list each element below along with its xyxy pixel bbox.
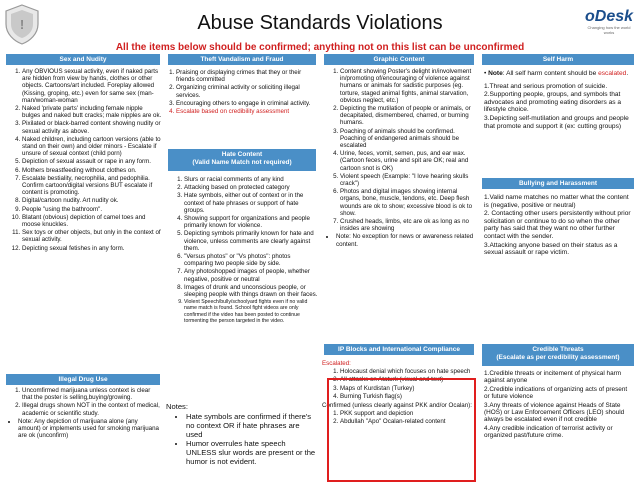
self-harm-note: • Note: All self harm content should be escalated. — [484, 70, 629, 77]
list-item: 2. Illegal drugs shown NOT in the context of medical, academic or scientific study. — [22, 402, 162, 416]
illegal-drug-notes — [4, 418, 162, 440]
brand-logo — [582, 8, 636, 35]
escalated-label: Escalated: — [322, 360, 351, 367]
page-title: Abuse Standards Violations — [197, 12, 443, 34]
list-item: 11. Sex toys or other objects, but only in the context of sexual activity. — [22, 229, 162, 243]
threats-title: Credible Threats — [532, 346, 584, 353]
list-item: 9. People "using the bathroom". — [22, 206, 162, 213]
hate-header — [168, 149, 316, 171]
bullying-section — [484, 194, 634, 318]
list-item: 3. Pixilated or black-barred content showing nudity or sexual activity as above. — [22, 120, 162, 134]
list-item: 3. Maps of Kurdistan (Turkey) — [340, 385, 476, 392]
list-item: 2. All attacks on Ataturk (visual and text) — [340, 376, 476, 383]
list-item: 4. Showing support for organizations and people primarily known for violence. — [184, 215, 318, 229]
list-item: 2.Supporting people, groups, and symbols that advocates and promoting eating disorders as a lifestyle choice. — [484, 91, 622, 114]
list-item: 1. Slurs or racial comments of any kind — [184, 176, 318, 183]
hate-title: Hate Content — [221, 151, 263, 158]
self-harm-header: Self Harm — [482, 54, 634, 65]
list-item: • Note: No exception for news or awareness related content. — [336, 233, 476, 247]
list-item: 5. Depicting symbols primarily known for hate and violence, unless comments are clearly against them. — [184, 230, 318, 252]
theft-header: Theft Vandalism and Fraud — [168, 54, 316, 65]
note-bold: Note — [488, 70, 503, 77]
logo-tagline: Changing how the world works — [587, 25, 631, 35]
list-item: • Hate symbols are confirmed if there's no context OR if hate phrases are used — [186, 412, 318, 439]
confirmed-label: Confirmed (unless clearly against PKK and/or Ocalan): — [322, 402, 472, 410]
notes-title: Notes: — [166, 402, 188, 411]
list-item: 2. Organizing criminal activity or soliciting illegal services. — [176, 84, 318, 98]
list-item: 4. Burning Turkish flag(s) — [340, 393, 476, 400]
list-item: 2. Attacking based on protected category — [184, 184, 318, 191]
list-item: 9. Violent Speech/bully/schoolyard fights even if no valid name match is found. School fight videos are only confirmed if the video has been posted to continue tormenting the person targeted in the video. — [184, 299, 318, 324]
list-item: 7. Crushed heads, limbs, etc are ok as long as no insides are showing — [340, 218, 476, 232]
list-item: 3.Depicting self-mutilation and groups and people that promote and support it (ex: cutting groups) — [484, 114, 629, 130]
list-item: 4. Escalate based on credibility assessment — [176, 108, 318, 115]
list-item: 4.Any credible indication of terrorist activity or organized past/future crime. — [484, 424, 613, 440]
list-item: 1. Uncomfirmed marijuana unless context is clear that the poster is selling,buying/growing. — [22, 387, 162, 401]
threats-subtitle: (Escalate as per credibility assessment) — [496, 354, 620, 361]
list-item: 5. Violent speech (Example: "I love hearing skulls crack") — [340, 173, 476, 187]
list-item: 1. Holocaust denial which focuses on hate speech — [340, 368, 476, 375]
bullying-header: Bullying and Harassment — [482, 178, 634, 189]
list-item: 2. Naked 'private parts' including female nipple bulges and naked butt cracks; male nipples are ok. — [22, 105, 162, 119]
graphic-header: Graphic Content — [324, 54, 474, 65]
hate-notes — [166, 402, 318, 486]
hate-list — [166, 176, 318, 324]
ip-header: IP Blocks and International Compliance — [324, 344, 474, 355]
list-item: 2.Credible indications of organizing acts of present or future violence — [484, 385, 628, 401]
page-subtitle: All the items below should be confirmed; anything not on this list can be unconfirmed — [115, 42, 525, 53]
list-item: 5. Depiction of sexual assault or rape in any form. — [22, 158, 162, 165]
illegal-drug-header: Illegal Drug Use — [6, 374, 160, 385]
list-item: 4. Urine, feces, vomit, semen, pus, and ear wax. (Cartoon feces, urine and spit are OK; real and cartoon snot is OK) — [340, 150, 476, 172]
list-item: 7. Any photoshopped images of people, whether negative, positive or neutral — [184, 268, 318, 282]
list-item: 4. Naked children, including cartoon versions (able to stand on their own) and older minors - Escalate if unsure of sexual context (child porn) — [22, 136, 162, 158]
highlight-box — [327, 378, 476, 482]
list-item: • Note: Any depiction of marijuana alone (any amount) or implements used for smoking marijuana are ok (unconfirm) — [18, 418, 162, 440]
list-item: 3. Encouraging others to engage in criminal activity. — [176, 100, 318, 107]
list-item: 3. Hate symbols, either out of context or in the context of hate phrases or support of hate groups. — [184, 192, 318, 214]
graphic-section — [322, 68, 476, 340]
list-item: 1. Content showing Poster's delight in/involvement in/promoting of/encouraging of violence against humans or animals for sadistic purposes (eg. torture, staged animal fights, animal starvation, obvious neglect, etc.) — [340, 68, 476, 104]
list-item: 12. Depicting sexual fetishes in any form. — [22, 245, 162, 252]
note-red: escalated — [598, 70, 627, 77]
logo-word: oDesk — [584, 8, 634, 25]
svg-text:!: ! — [19, 17, 25, 32]
self-harm-section — [484, 70, 634, 176]
list-item: 7. Escalate bestiality, necrophilia, and pedophilia. Confirm cartoon/digital versions BUT escalate if content is promoting. — [22, 175, 162, 197]
theft-section — [166, 69, 318, 145]
list-item: 1.Valid name matches no matter what the content is (negative, positive or neutral) — [484, 194, 629, 209]
sex-nudity-list — [4, 68, 162, 252]
list-item: 3. Poaching of animals should be confirmed. Poaching of endangered animals should be escalated — [340, 128, 476, 150]
list-item: 6. Photos and digital images showing internal organs, bone, muscle, tendons, etc. Deep flesh wounds are ok to show; excessive blood is ok to show. — [340, 188, 476, 217]
list-item: 1. Any OBVIOUS sexual activity, even if naked parts are hidden from view by hands, clothes or other objects. Cartoons/art included. Foreplay allowed (Kissing, groping, etc.) even for same sex (man-man/woman-woman — [22, 68, 162, 104]
note-text: : All self harm content should be — [502, 70, 599, 77]
list-item: 8. Images of drunk and unconscious people, or sleeping people with things drawn on their faces. — [184, 284, 318, 298]
list-item: 1. PKK support and depiction — [340, 410, 476, 417]
list-item: 6. Mothers breastfeeding without clothes on. — [22, 167, 162, 174]
list-item: 3.Any threats of violence against Heads of State (HOS) or Law Enforcement Officers (LEO) should always be escalated even if not credible — [484, 401, 625, 424]
illegal-drug-list — [4, 387, 162, 417]
graphic-list — [322, 68, 476, 232]
threats-header — [482, 344, 634, 366]
sex-nudity-section — [4, 68, 162, 370]
list-item: 8. Digital/cartoon nudity. Art nudity ok. — [22, 197, 162, 204]
list-item: 1.Credible threats or incitement of physical harm against anyone — [484, 370, 622, 385]
list-item: 3.Attacking anyone based on their status as a sexual assault or rape victim. — [484, 241, 618, 257]
list-item: 2. Abdullah "Apo" Ocalan-related content — [340, 418, 476, 425]
theft-list — [166, 69, 318, 115]
notes-list — [166, 412, 318, 466]
list-item: 1. Praising or displaying crimes that they or their friends committed — [176, 69, 318, 83]
hate-subtitle: (Valid Name Match not required) — [192, 159, 292, 166]
list-item: 10. Blatant (obvious) depiction of camel toes and moose knuckles. — [22, 214, 162, 228]
graphic-note — [322, 233, 476, 247]
hate-section — [166, 176, 318, 390]
list-item: 2. Contacting other users persistently without prior solicitation or continue to do so when the other party has said that they want no other further contact with the sender. — [484, 210, 631, 240]
list-item: • Humor overrules hate speech UNLESS slur words are present or the humor is not evident. — [186, 439, 318, 466]
list-item: 1.Threat and serious promotion of suicide. — [484, 82, 608, 90]
threats-section — [484, 370, 634, 484]
illegal-drug-section — [4, 387, 162, 485]
list-item: 6. "Versus photos" or "Vs photos": photos comparing two people side by side. — [184, 253, 318, 267]
list-item: 2. Depicting the mutilation of people or animals, or decapitated, dismembered, charred, or burning humans. — [340, 105, 476, 127]
sex-nudity-header: Sex and Nudity — [6, 54, 160, 65]
